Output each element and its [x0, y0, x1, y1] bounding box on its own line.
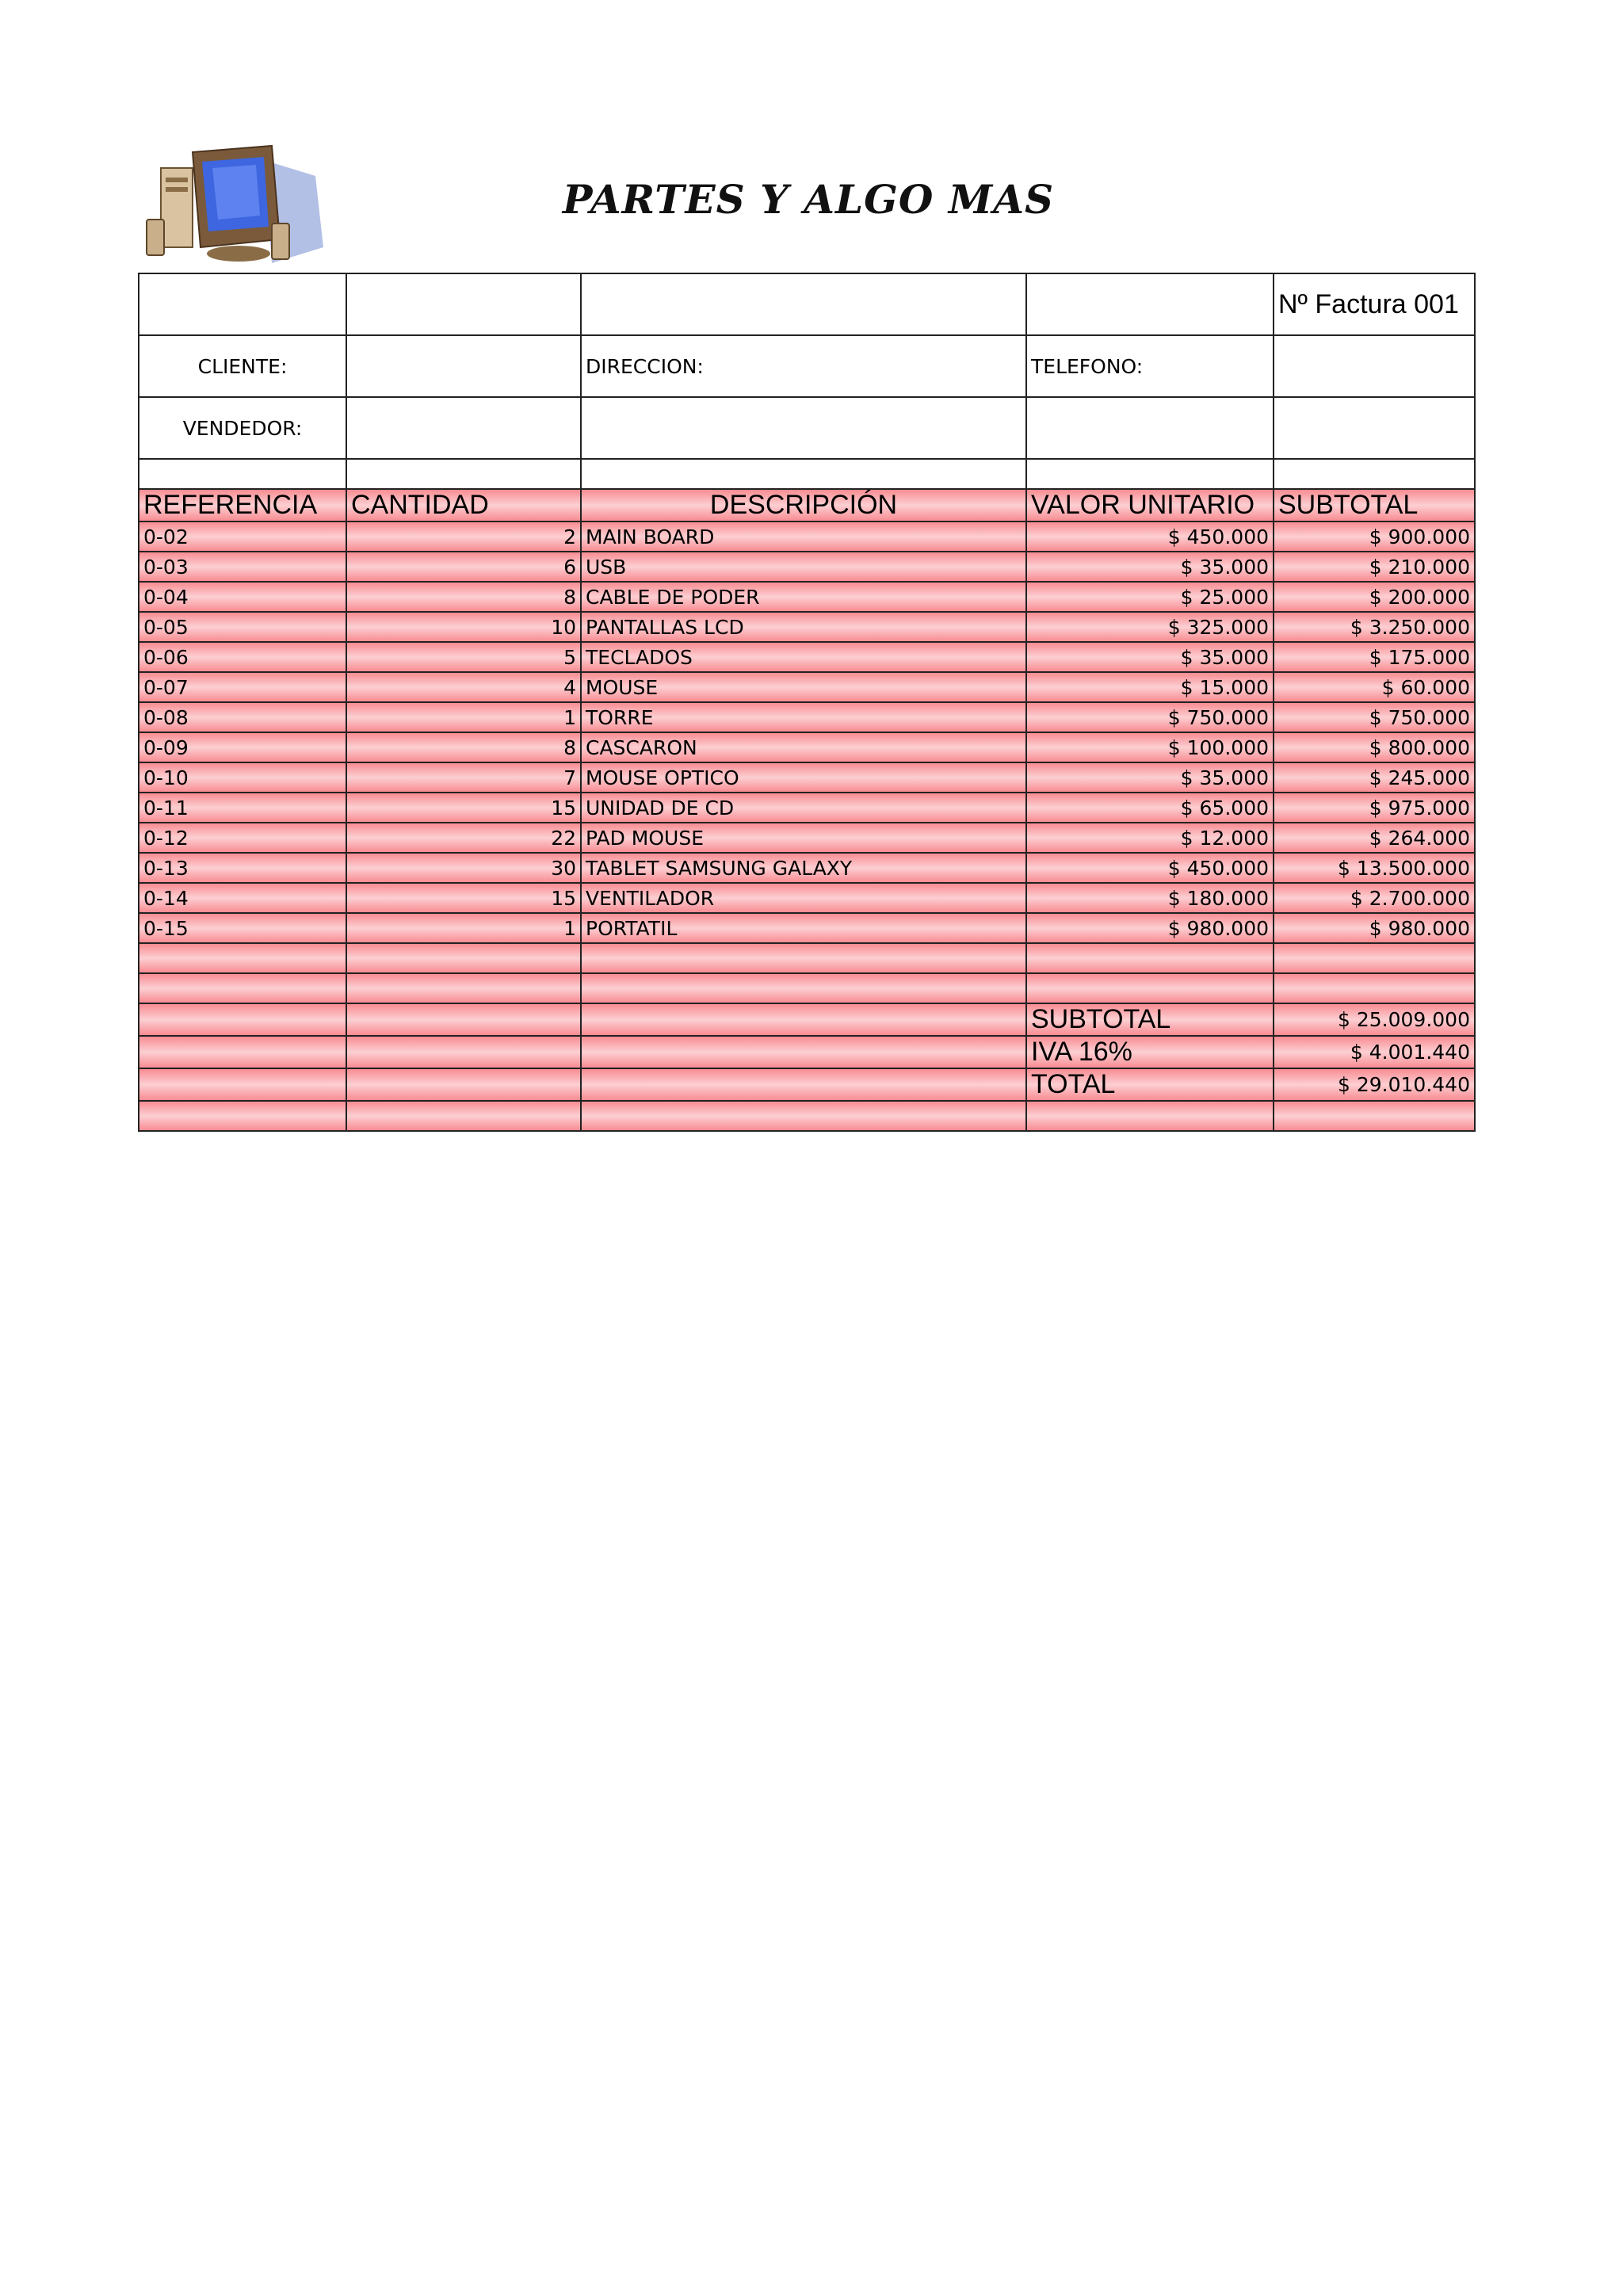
cell[interactable] — [581, 943, 1026, 973]
column-header-row — [139, 489, 1475, 521]
description-cell: TECLADOS — [581, 642, 1026, 672]
description-cell: MOUSE OPTICO — [581, 762, 1026, 793]
subtotal-cell: $ 175.000 — [1274, 642, 1475, 672]
subtotal-cell: $ 750.000 — [1274, 702, 1475, 732]
quantity-cell: 10 — [346, 612, 581, 642]
cell[interactable] — [1274, 459, 1475, 489]
subtotal-cell: $ 200.000 — [1274, 582, 1475, 612]
unit-price-cell: $ 450.000 — [1026, 853, 1274, 883]
table-row — [139, 552, 1475, 582]
unit-price-cell: $ 65.000 — [1026, 793, 1274, 823]
description-cell: MOUSE — [581, 672, 1026, 702]
column-header: SUBTOTAL — [1274, 489, 1475, 521]
reference-cell: 0-13 — [139, 853, 346, 883]
cell[interactable] — [1026, 459, 1274, 489]
cell[interactable] — [1274, 397, 1475, 459]
cell[interactable] — [581, 459, 1026, 489]
cell[interactable] — [1274, 973, 1475, 1003]
unit-price-cell: $ 450.000 — [1026, 521, 1274, 552]
unit-price-cell: $ 180.000 — [1026, 883, 1274, 913]
table-row — [139, 762, 1475, 793]
reference-cell: 0-15 — [139, 913, 346, 943]
quantity-cell: 5 — [346, 642, 581, 672]
reference-cell: 0-08 — [139, 702, 346, 732]
table-row — [139, 521, 1475, 552]
telefono-field[interactable] — [1274, 335, 1475, 397]
cell[interactable] — [139, 1003, 346, 1036]
cell[interactable] — [581, 1068, 1026, 1101]
quantity-cell: 15 — [346, 793, 581, 823]
description-cell: PORTATIL — [581, 913, 1026, 943]
subtotal-cell: $ 800.000 — [1274, 732, 1475, 762]
table-row — [139, 642, 1475, 672]
reference-cell: 0-12 — [139, 823, 346, 853]
table-row — [139, 732, 1475, 762]
cell[interactable] — [1026, 973, 1274, 1003]
quantity-cell: 2 — [346, 521, 581, 552]
unit-price-cell: $ 750.000 — [1026, 702, 1274, 732]
reference-cell: 0-14 — [139, 883, 346, 913]
description-cell: PANTALLAS LCD — [581, 612, 1026, 642]
iva-label: IVA 16% — [1026, 1036, 1274, 1068]
total-row — [139, 1068, 1475, 1101]
cell[interactable] — [581, 1003, 1026, 1036]
column-header: REFERENCIA — [139, 489, 346, 521]
cell[interactable] — [346, 273, 581, 335]
table-row — [139, 612, 1475, 642]
cell[interactable] — [1274, 1101, 1475, 1131]
spacer-row — [139, 459, 1475, 489]
cell[interactable] — [581, 397, 1026, 459]
subtotal-cell: $ 245.000 — [1274, 762, 1475, 793]
quantity-cell: 8 — [346, 582, 581, 612]
cell[interactable] — [139, 973, 346, 1003]
reference-cell: 0-10 — [139, 762, 346, 793]
table-row — [139, 702, 1475, 732]
quantity-cell: 22 — [346, 823, 581, 853]
table-row — [139, 883, 1475, 913]
table-row — [139, 853, 1475, 883]
reference-cell: 0-11 — [139, 793, 346, 823]
table-row — [139, 582, 1475, 612]
description-cell: PAD MOUSE — [581, 823, 1026, 853]
quantity-cell: 1 — [346, 702, 581, 732]
total-value: $ 29.010.440 — [1274, 1068, 1475, 1101]
column-header: CANTIDAD — [346, 489, 581, 521]
unit-price-cell: $ 980.000 — [1026, 913, 1274, 943]
subtotal-cell: $ 975.000 — [1274, 793, 1475, 823]
subtotal-cell: $ 980.000 — [1274, 913, 1475, 943]
subtotal-cell: $ 3.250.000 — [1274, 612, 1475, 642]
empty-row — [139, 1101, 1475, 1131]
unit-price-cell: $ 100.000 — [1026, 732, 1274, 762]
quantity-cell: 15 — [346, 883, 581, 913]
description-cell: CABLE DE PODER — [581, 582, 1026, 612]
unit-price-cell: $ 15.000 — [1026, 672, 1274, 702]
reference-cell: 0-03 — [139, 552, 346, 582]
quantity-cell: 7 — [346, 762, 581, 793]
cell[interactable] — [139, 1036, 346, 1068]
reference-cell: 0-09 — [139, 732, 346, 762]
invoice-number: Nº Factura 001 — [1274, 273, 1475, 335]
page-title: PARTES Y ALGO MAS — [562, 176, 1055, 223]
direccion-label: DIRECCION: — [581, 335, 1026, 397]
subtotal-row — [139, 1003, 1475, 1036]
vendedor-field[interactable] — [346, 397, 581, 459]
cell[interactable] — [346, 1068, 581, 1101]
quantity-cell: 8 — [346, 732, 581, 762]
column-header: DESCRIPCIÓN — [581, 489, 1026, 521]
unit-price-cell: $ 35.000 — [1026, 642, 1274, 672]
description-cell: VENTILADOR — [581, 883, 1026, 913]
cell[interactable] — [581, 273, 1026, 335]
subtotal-cell: $ 264.000 — [1274, 823, 1475, 853]
cliente-field[interactable] — [346, 335, 581, 397]
cell[interactable] — [139, 459, 346, 489]
iva-row — [139, 1036, 1475, 1068]
cliente-label: CLIENTE: — [139, 335, 346, 397]
vendedor-label: VENDEDOR: — [139, 397, 346, 459]
column-header: VALOR UNITARIO — [1026, 489, 1274, 521]
cell[interactable] — [139, 1068, 346, 1101]
cell[interactable] — [139, 1101, 346, 1131]
table-row — [139, 823, 1475, 853]
quantity-cell: 4 — [346, 672, 581, 702]
table-row — [139, 793, 1475, 823]
description-cell: UNIDAD DE CD — [581, 793, 1026, 823]
cell[interactable] — [139, 273, 346, 335]
invoice-number-row — [139, 273, 1475, 335]
cell[interactable] — [1026, 1101, 1274, 1131]
table-row — [139, 913, 1475, 943]
cell[interactable] — [346, 459, 581, 489]
total-label: TOTAL — [1026, 1068, 1274, 1101]
description-cell: TABLET SAMSUNG GALAXY — [581, 853, 1026, 883]
empty-row — [139, 943, 1475, 973]
cell[interactable] — [581, 973, 1026, 1003]
seller-row — [139, 397, 1475, 459]
unit-price-cell: $ 25.000 — [1026, 582, 1274, 612]
unit-price-cell: $ 12.000 — [1026, 823, 1274, 853]
client-row — [139, 335, 1475, 397]
reference-cell: 0-07 — [139, 672, 346, 702]
quantity-cell: 30 — [346, 853, 581, 883]
quantity-cell: 6 — [346, 552, 581, 582]
subtotal-cell: $ 60.000 — [1274, 672, 1475, 702]
subtotal-label: SUBTOTAL — [1026, 1003, 1274, 1036]
quantity-cell: 1 — [346, 913, 581, 943]
cell[interactable] — [346, 943, 581, 973]
cell[interactable] — [581, 1036, 1026, 1068]
telefono-label: TELEFONO: — [1026, 335, 1274, 397]
cell[interactable] — [346, 1036, 581, 1068]
subtotal-cell: $ 900.000 — [1274, 521, 1475, 552]
reference-cell: 0-02 — [139, 521, 346, 552]
unit-price-cell: $ 35.000 — [1026, 762, 1274, 793]
cell[interactable] — [581, 1101, 1026, 1131]
reference-cell: 0-06 — [139, 642, 346, 672]
cell[interactable] — [139, 943, 346, 973]
reference-cell: 0-04 — [139, 582, 346, 612]
computer-logo-icon — [145, 144, 332, 271]
description-cell: USB — [581, 552, 1026, 582]
subtotal-cell: $ 2.700.000 — [1274, 883, 1475, 913]
cell[interactable] — [1274, 943, 1475, 973]
unit-price-cell: $ 35.000 — [1026, 552, 1274, 582]
description-cell: TORRE — [581, 702, 1026, 732]
cell[interactable] — [346, 1003, 581, 1036]
unit-price-cell: $ 325.000 — [1026, 612, 1274, 642]
iva-value: $ 4.001.440 — [1274, 1036, 1475, 1068]
cell[interactable] — [346, 973, 581, 1003]
invoice-table — [138, 273, 1476, 1132]
description-cell: CASCARON — [581, 732, 1026, 762]
cell[interactable] — [1026, 943, 1274, 973]
subtotal-cell: $ 210.000 — [1274, 552, 1475, 582]
empty-row — [139, 973, 1475, 1003]
reference-cell: 0-05 — [139, 612, 346, 642]
description-cell: MAIN BOARD — [581, 521, 1026, 552]
table-row — [139, 672, 1475, 702]
subtotal-cell: $ 13.500.000 — [1274, 853, 1475, 883]
cell[interactable] — [1026, 273, 1274, 335]
cell[interactable] — [346, 1101, 581, 1131]
cell[interactable] — [1026, 397, 1274, 459]
subtotal-value: $ 25.009.000 — [1274, 1003, 1475, 1036]
